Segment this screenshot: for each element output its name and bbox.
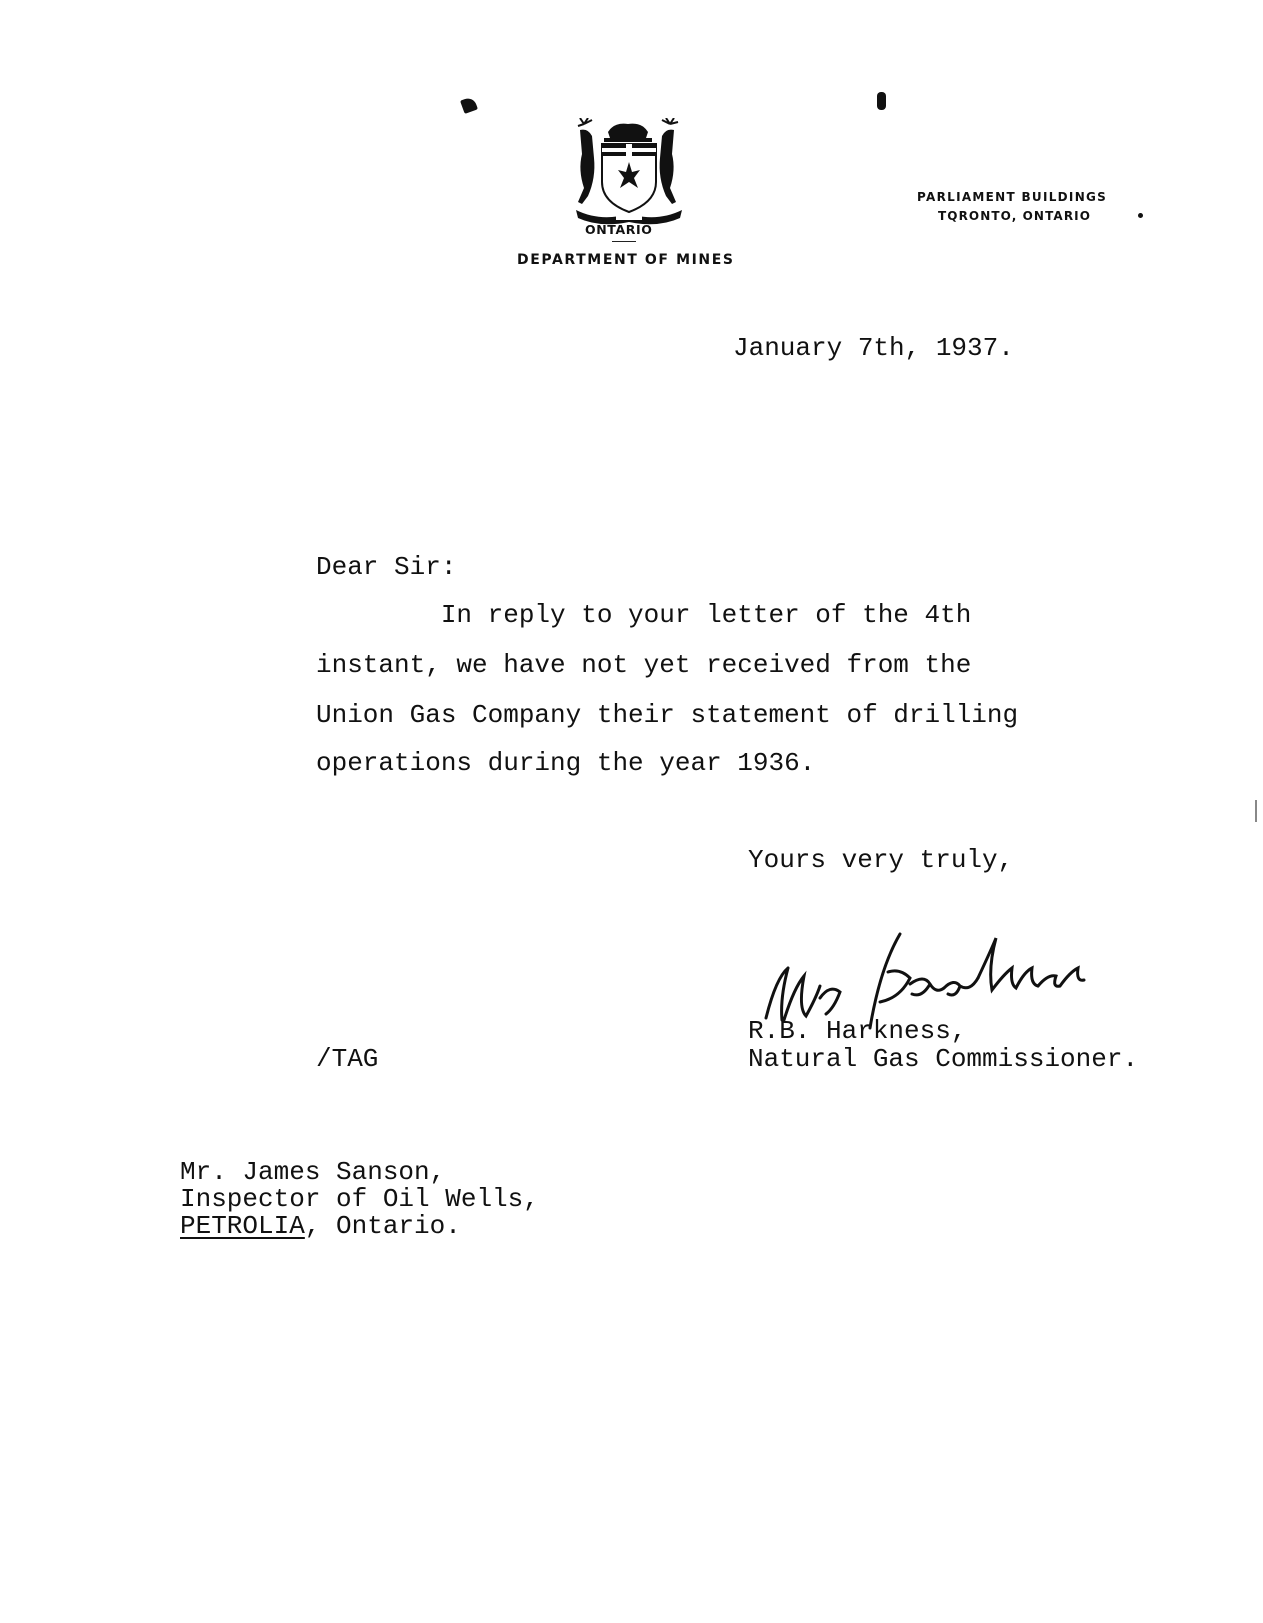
address-line-2: TQRONTO, ONTARIO — [938, 209, 1092, 223]
ink-mark-left — [460, 96, 478, 114]
department-label: DEPARTMENT OF MINES — [517, 252, 735, 268]
ontario-coat-of-arms-icon — [570, 118, 688, 228]
body-line-4: operations during the year 1936. — [316, 748, 816, 778]
ink-dot — [1138, 213, 1143, 218]
ink-mark-right — [877, 92, 886, 110]
signer-title: Natural Gas Commissioner. — [748, 1044, 1139, 1074]
addressee-province: , Ontario. — [304, 1211, 461, 1241]
addressee-location — [180, 1211, 461, 1241]
signer-name: R.B. Harkness, — [748, 1016, 967, 1046]
address-line-1: PARLIAMENT BUILDINGS — [917, 190, 1108, 204]
scan-edge-mark — [1255, 800, 1257, 822]
letterhead-rule — [612, 241, 636, 242]
salutation: Dear Sir: — [316, 552, 457, 582]
closing: Yours very truly, — [748, 845, 1014, 875]
addressee-name: Mr. James Sanson, — [180, 1157, 446, 1187]
addressee-title: Inspector of Oil Wells, — [180, 1184, 539, 1214]
typist-initials: /TAG — [316, 1044, 379, 1074]
letter-date: January 7th, 1937. — [733, 333, 1014, 363]
body-line-1: In reply to your letter of the 4th — [316, 600, 972, 630]
addressee-city: PETROLIA — [180, 1211, 305, 1241]
province-label: ONTARIO — [585, 222, 653, 237]
body-line-3: Union Gas Company their statement of drilling — [316, 700, 1019, 730]
body-line-2: instant, we have not yet received from the — [316, 650, 972, 680]
